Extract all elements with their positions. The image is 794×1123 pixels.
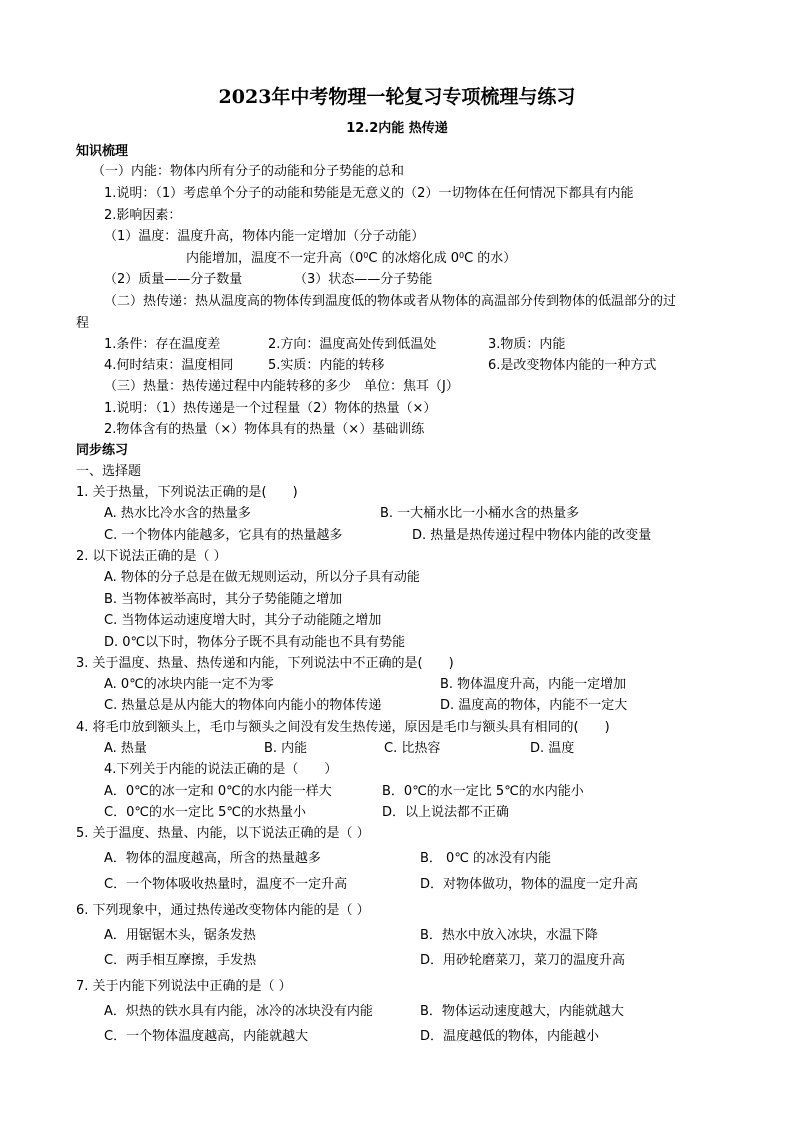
option-b: B． 0℃ 的冰没有内能 bbox=[420, 851, 552, 866]
question-stem: 7. 关于内能下列说法中正确的是（ ） bbox=[76, 979, 292, 994]
question-stem: 4.下列关于内能的说法正确的是（ ） bbox=[104, 762, 338, 777]
option-d: D．温度越低的物体，内能越小 bbox=[420, 1029, 600, 1044]
knowledge-line-7b: 程 bbox=[76, 316, 90, 331]
knowledge-line-9b: 5.实质：内能的转移 bbox=[268, 358, 385, 373]
option-c: C．一个物体温度越高，内能就越大 bbox=[104, 1029, 309, 1044]
knowledge-line-9a: 4.何时结束：温度相同 bbox=[104, 358, 234, 373]
superscript: 0 bbox=[459, 251, 465, 260]
page-title: 2023年中考物理一轮复习专项梳理与练习 bbox=[218, 86, 576, 108]
knowledge-line-9c: 6.是改变物体内能的一种方式 bbox=[488, 358, 657, 373]
option-a: A. 物体的分子总是在做无规则运动，所以分子具有动能 bbox=[104, 570, 420, 585]
option-b: B．物体运动速度越大，内能就越大 bbox=[420, 1004, 624, 1019]
option-d: D. 0℃以下时，物体分子既不具有动能也不具有势能 bbox=[104, 635, 406, 650]
text-segment: C 的水） bbox=[464, 251, 517, 266]
knowledge-line-8a: 1.条件：存在温度差 bbox=[104, 337, 221, 352]
option-c: C. 当物体运动速度增大时，其分子动能随之增加 bbox=[104, 613, 382, 628]
option-c: C．两手相互摩擦，手发热 bbox=[104, 953, 257, 968]
text-segment: 内能增加，温度不一定升高（0 bbox=[186, 251, 364, 266]
question-stem: 1. 关于热量，下列说法正确的是( ) bbox=[76, 485, 298, 500]
option-a: A. 0℃的冰块内能一定不为零 bbox=[104, 677, 274, 692]
knowledge-line-7: （二）热传递：热从温度高的物体传到温度低的物体或者从物体的高温部分传到物体的低温部分的过 bbox=[104, 294, 677, 309]
option-d: D. 热量是热传递过程中物体内能的改变量 bbox=[412, 528, 652, 543]
option-d: D．对物体做功，物体的温度一定升高 bbox=[420, 877, 639, 892]
option-b: B．0℃的水一定比 5℃的水内能小 bbox=[382, 784, 584, 799]
option-d: D. 温度 bbox=[530, 741, 575, 756]
practice-heading: 同步练习 bbox=[76, 443, 129, 458]
option-b: B. 内能 bbox=[264, 741, 308, 756]
option-a: A. 热水比冷水含的热量多 bbox=[104, 506, 251, 521]
knowledge-line-12: 2.物体含有的热量（×）物体具有的热量（×）基础训练 bbox=[104, 422, 425, 437]
question-stem: 3. 关于温度、热量、热传递和内能，下列说法中不正确的是( ) bbox=[76, 656, 454, 671]
option-b: B. 一大桶水比一小桶水含的热量多 bbox=[380, 506, 580, 521]
option-c: C．0℃的水一定比 5℃的水热量小 bbox=[104, 805, 306, 820]
text-segment: C 的冰熔化成 0 bbox=[368, 251, 459, 266]
knowledge-line-4: （1）温度：温度升高，物体内能一定增加（分子动能） bbox=[104, 229, 425, 244]
option-b: B. 当物体被举高时，其分子势能随之增加 bbox=[104, 592, 343, 607]
option-d: D. 温度高的物体，内能不一定大 bbox=[440, 698, 628, 713]
option-a: A. 热量 bbox=[104, 741, 147, 756]
superscript: 0 bbox=[363, 251, 369, 260]
question-stem: 5. 关于温度、热量、内能，以下说法正确的是（ ） bbox=[76, 826, 370, 841]
knowledge-line-5 bbox=[186, 251, 516, 267]
knowledge-line-10: （三）热量：热传递过程中内能转移的多少 单位：焦耳（J） bbox=[104, 379, 459, 394]
knowledge-line-8c: 3.物质：内能 bbox=[488, 337, 566, 352]
question-stem: 2. 以下说法正确的是（ ） bbox=[76, 549, 227, 564]
knowledge-line-1: （一）内能：物体内所有分子的动能和分子势能的总和 bbox=[92, 164, 405, 179]
option-d: D．以上说法都不正确 bbox=[382, 805, 510, 820]
option-c: C. 热量总是从内能大的物体向内能小的物体传递 bbox=[104, 698, 382, 713]
option-a: A．0℃的冰一定和 0℃的水内能一样大 bbox=[104, 784, 332, 799]
question-stem: 4. 将毛巾放到额头上，毛巾与额头之间没有发生热传递，原因是毛巾与额头具有相同的( ) bbox=[76, 720, 610, 735]
section-title: 一、选择题 bbox=[76, 464, 142, 479]
knowledge-line-11: 1.说明：（1）热传递是一个过程量（2）物体的热量（×） bbox=[104, 401, 437, 416]
option-d: D．用砂轮磨菜刀，菜刀的温度升高 bbox=[420, 953, 626, 968]
knowledge-heading: 知识梳理 bbox=[76, 144, 129, 159]
page-subtitle: 12.2内能 热传递 bbox=[346, 121, 448, 136]
knowledge-line-6a: （2）质量——分子数量 bbox=[104, 272, 243, 287]
knowledge-line-3: 2.影响因素： bbox=[104, 208, 182, 223]
option-b: B. 物体温度升高，内能一定增加 bbox=[440, 677, 627, 692]
knowledge-line-6b: （3）状态——分子势能 bbox=[294, 272, 433, 287]
knowledge-line-8b: 2.方向：温度高处传到低温处 bbox=[268, 337, 437, 352]
option-c: C．一个物体吸收热量时，温度不一定升高 bbox=[104, 877, 348, 892]
knowledge-line-2: 1.说明：（1）考虑单个分子的动能和势能是无意义的（2）一切物体在任何情况下都具有内能 bbox=[104, 186, 634, 201]
question-stem: 6. 下列现象中，通过热传递改变物体内能的是（ ） bbox=[76, 903, 370, 918]
option-a: A．物体的温度越高，所含的热量越多 bbox=[104, 851, 321, 866]
option-c: C. 一个物体内能越多，它具有的热量越多 bbox=[104, 528, 343, 543]
option-b: B．热水中放入冰块，水温下降 bbox=[420, 928, 598, 943]
option-a: A．炽热的铁水具有内能，冰冷的冰块没有内能 bbox=[104, 1004, 373, 1019]
option-a: A．用锯锯木头，锯条发热 bbox=[104, 928, 256, 943]
option-c: C. 比热容 bbox=[384, 741, 441, 756]
